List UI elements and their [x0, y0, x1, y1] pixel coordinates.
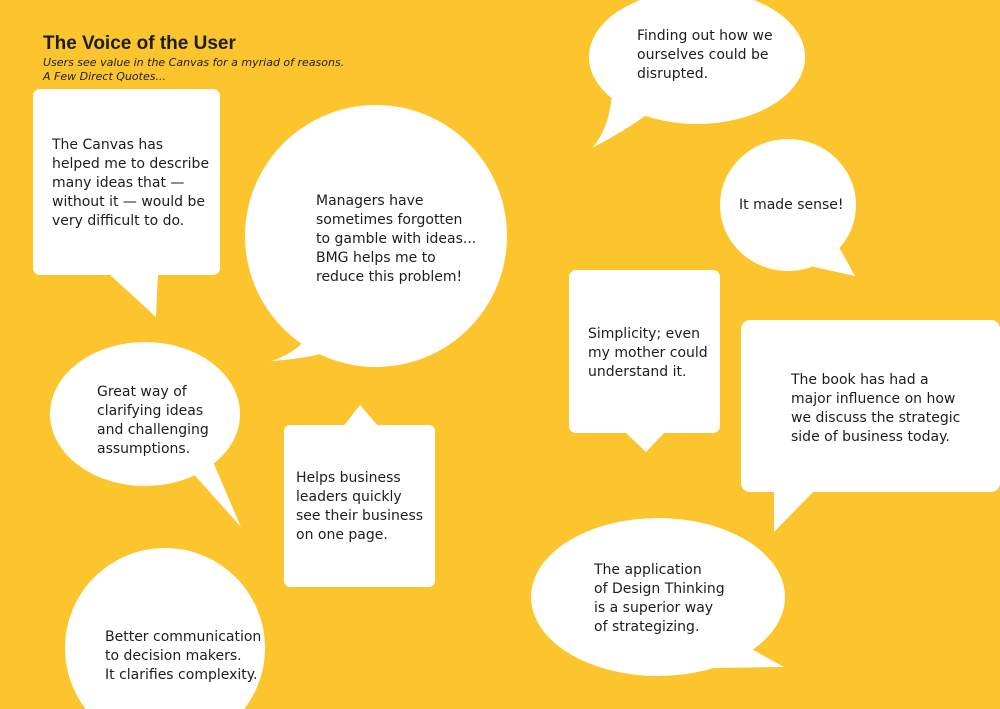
- quote-line: BMG helps me to: [316, 250, 436, 266]
- quote-line: reduce this problem!: [316, 269, 463, 285]
- quote-line: is a superior way: [594, 600, 714, 616]
- quote-line: major influence on how: [791, 391, 956, 407]
- quote-helps-leaders: [296, 469, 423, 545]
- quote-line: The Canvas has: [52, 137, 164, 153]
- quote-line: It clarifies complexity.: [105, 667, 258, 683]
- quote-line: of strategizing.: [594, 619, 700, 635]
- quote-line: to gamble with ideas...: [316, 231, 477, 247]
- quote-line: of Design Thinking: [594, 581, 725, 597]
- quote-line: leaders quickly: [296, 489, 402, 505]
- quote-line: and challenging: [97, 422, 209, 438]
- quote-line: Great way of: [97, 384, 187, 400]
- quote-line: Managers have: [316, 193, 424, 209]
- quote-line: very difficult to do.: [52, 213, 185, 229]
- quote-line: helped me to describe: [52, 156, 210, 172]
- quote-disrupted: [637, 27, 773, 84]
- quote-better-communication: [105, 628, 261, 685]
- quote-line: ourselves could be: [637, 47, 769, 63]
- quote-design-thinking: [594, 561, 725, 637]
- quote-simplicity: [588, 325, 708, 382]
- quote-book: [791, 371, 960, 447]
- page-subtitle: [43, 56, 344, 84]
- quote-made-sense: [739, 196, 844, 215]
- quote-line: side of business today.: [791, 429, 950, 445]
- quote-line: The application: [594, 562, 702, 578]
- quote-canvas-describe: [52, 136, 209, 231]
- quote-line: Finding out how we: [637, 28, 773, 44]
- page-header: [43, 32, 344, 84]
- quote-line: disrupted.: [637, 66, 709, 82]
- subtitle-line: Users see value in the Canvas for a myriad of reasons.: [43, 56, 345, 69]
- quote-line: to decision makers.: [105, 648, 242, 664]
- subtitle-line: A Few Direct Quotes...: [43, 70, 166, 83]
- quote-line: Better communication: [105, 629, 262, 645]
- quote-line: sometimes forgotten: [316, 212, 463, 228]
- quote-line: Helps business: [296, 470, 401, 486]
- quote-line: assumptions.: [97, 441, 191, 457]
- quote-line: see their business: [296, 508, 424, 524]
- quote-line: Simplicity; even: [588, 326, 700, 342]
- quote-line: The book has had a: [791, 372, 929, 388]
- quote-line: clarifying ideas: [97, 403, 204, 419]
- quote-managers: [316, 192, 476, 287]
- quote-great-way: [97, 383, 209, 459]
- quote-line: we discuss the strategic: [791, 410, 961, 426]
- quote-line: many ideas that —: [52, 175, 185, 191]
- quote-line: my mother could: [588, 345, 708, 361]
- quote-line: understand it.: [588, 364, 687, 380]
- page-title: The Voice of the User: [43, 33, 236, 54]
- quote-line: on one page.: [296, 527, 388, 543]
- quote-line: It made sense!: [739, 197, 844, 213]
- quote-line: without it — would be: [52, 194, 205, 210]
